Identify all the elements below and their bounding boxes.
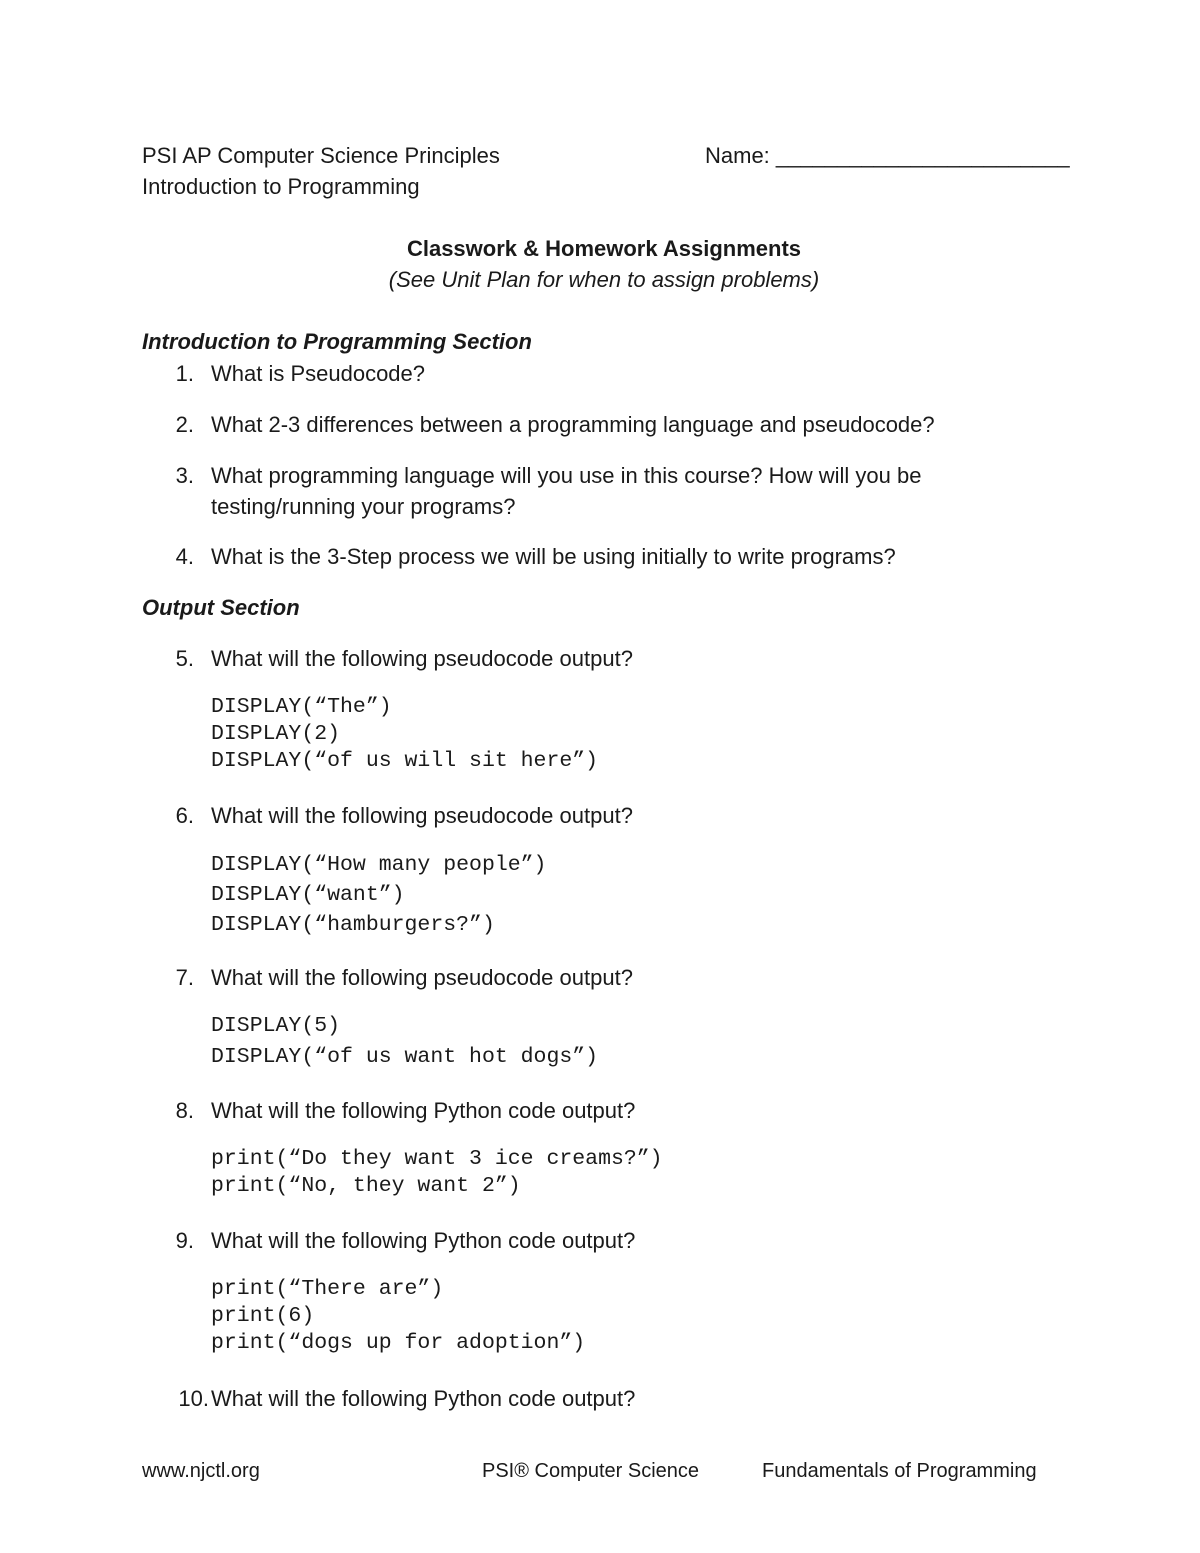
- code-line: print(“Do they want 3 ice creams?”): [211, 1147, 663, 1171]
- question-number: 2.: [175, 412, 194, 437]
- question-text: What will the following Python code output?: [211, 1228, 636, 1253]
- code-line: DISPLAY(“The”): [211, 695, 392, 719]
- question-text: What 2-3 differences between a programming language and pseudocode?: [211, 412, 935, 437]
- question-text: What will the following pseudocode output?: [211, 646, 633, 671]
- question-number: 10.: [178, 1386, 209, 1411]
- code-line: DISPLAY(“hamburgers?”): [211, 913, 495, 937]
- code-line: DISPLAY(“want”): [211, 883, 405, 907]
- section-heading-output: Output Section: [142, 595, 300, 620]
- code-line: print(“dogs up for adoption”): [211, 1331, 586, 1355]
- code-line: print(6): [211, 1304, 315, 1328]
- code-line: DISPLAY(2): [211, 722, 341, 746]
- code-line: DISPLAY(“How many people”): [211, 853, 547, 877]
- course-title: PSI AP Computer Science Principles: [142, 143, 500, 168]
- question-number: 1.: [175, 361, 194, 386]
- question-text: What will the following Python code output?: [211, 1098, 636, 1123]
- question-text: What will the following Python code output?: [211, 1386, 636, 1411]
- footer-right: Fundamentals of Programming: [762, 1460, 1037, 1482]
- question-number: 4.: [175, 544, 194, 569]
- footer-center: PSI® Computer Science: [482, 1460, 700, 1482]
- footer-website: www.njctl.org: [142, 1460, 260, 1482]
- question-number: 8.: [175, 1098, 194, 1123]
- code-line: DISPLAY(“of us will sit here”): [211, 749, 599, 773]
- question-number: 5.: [175, 646, 194, 671]
- question-number: 3.: [175, 463, 194, 488]
- page-subtitle: (See Unit Plan for when to assign problems): [388, 267, 820, 292]
- question-text: What will the following pseudocode output?: [211, 965, 633, 990]
- section-heading-intro: Introduction to Programming Section: [142, 329, 532, 354]
- code-line: DISPLAY(5): [211, 1014, 341, 1038]
- question-text-continued: testing/running your programs?: [211, 494, 516, 519]
- question-text: What will the following pseudocode output?: [211, 803, 633, 828]
- question-text: What programming language will you use in this course? How will you be: [211, 463, 922, 488]
- question-text: What is Pseudocode?: [211, 361, 426, 386]
- question-number: 9.: [175, 1228, 194, 1253]
- code-line: DISPLAY(“of us want hot dogs”): [211, 1045, 599, 1069]
- question-text: What is the 3-Step process we will be using initially to write programs?: [211, 544, 896, 569]
- question-number: 7.: [175, 965, 194, 990]
- code-line: print(“There are”): [211, 1277, 444, 1301]
- page-title: Classwork & Homework Assignments: [406, 236, 802, 261]
- question-number: 6.: [175, 803, 194, 828]
- code-line: print(“No, they want 2”): [211, 1174, 521, 1198]
- unit-title: Introduction to Programming: [142, 174, 420, 199]
- name-field-label: Name: ________________________: [705, 143, 1070, 168]
